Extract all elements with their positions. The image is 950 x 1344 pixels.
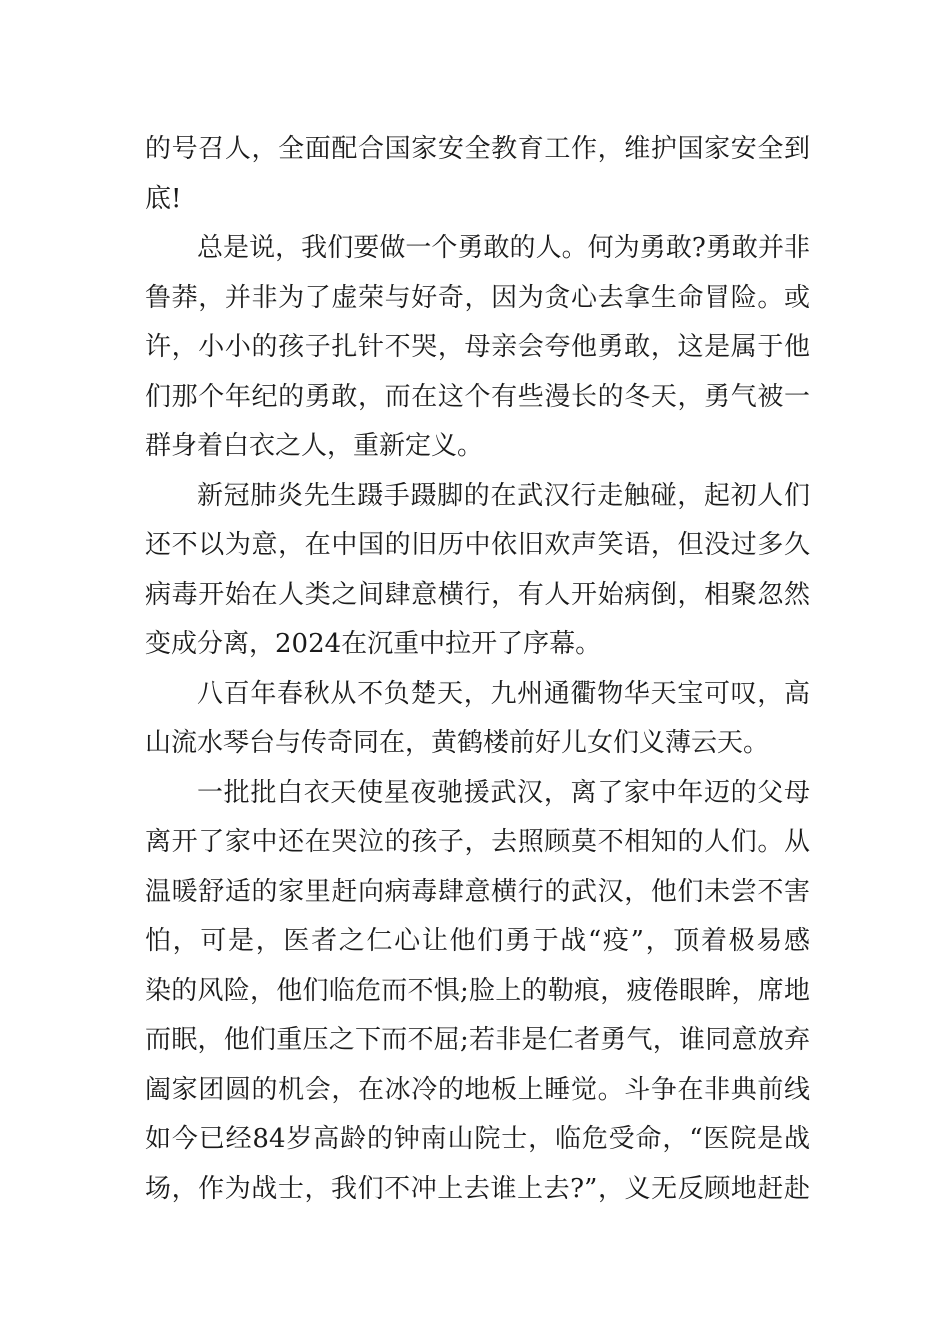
text-line: 染的风险，他们临危而不惧;脸上的勒痕，疲倦眼眸，席地 <box>145 975 810 1006</box>
text-line: 鲁莽，并非为了虚荣与好奇，因为贪心去拿生命冒险。或 <box>145 282 810 313</box>
text-line: 八百年春秋从不负楚天，九州通衢物华天宝可叹，高 <box>197 678 810 709</box>
text-line: 阖家团圆的机会，在冰冷的地板上睡觉。斗争在非典前线 <box>145 1074 810 1105</box>
text-line: 一批批白衣天使星夜驰援武汉，离了家中年迈的父母 <box>197 777 810 808</box>
text-line: 群身着白衣之人，重新定义。 <box>145 431 484 461</box>
text-line: 新冠肺炎先生蹑手蹑脚的在武汉行走触碰，起初人们 <box>197 480 810 511</box>
document-body <box>145 125 810 1214</box>
text-line: 们那个年纪的勇敢，而在这个有些漫长的冬天，勇气被一 <box>145 381 810 412</box>
text-line: 总是说，我们要做一个勇敢的人。何为勇敢?勇敢并非 <box>197 233 810 263</box>
text-line: 温暖舒适的家里赶向病毒肆意横行的武汉，他们未尝不害 <box>145 876 810 907</box>
text-line: 的号召人，全面配合国家安全教育工作，维护国家安全到 <box>145 134 810 164</box>
text-line: 变成分离，2024在沉重中拉开了序幕。 <box>145 629 602 659</box>
text-line: 许，小小的孩子扎针不哭，母亲会夸他勇敢，这是属于他 <box>145 332 810 362</box>
text-line: 如今已经84岁高龄的钟南山院士，临危受命，“医院是战 <box>145 1124 810 1154</box>
text-line: 还不以为意，在中国的旧历中依旧欢声笑语，但没过多久 <box>145 530 810 560</box>
text-line: 怕，可是，医者之仁心让他们勇于战“疫”，顶着极易感 <box>145 926 810 956</box>
text-line: 场，作为战士，我们不冲上去谁上去?”，义无反顾地赶赴 <box>145 1173 810 1204</box>
text-line: 而眠，他们重压之下而不屈;若非是仁者勇气，谁同意放弃 <box>145 1025 810 1055</box>
text-line: 离开了家中还在哭泣的孩子，去照顾莫不相知的人们。从 <box>145 827 810 857</box>
text-line: 病毒开始在人类之间肆意横行，有人开始病倒，相聚忽然 <box>145 579 810 610</box>
text-line: 底! <box>145 183 182 214</box>
text-line: 山流水琴台与传奇同在，黄鹤楼前好儿女们义薄云天。 <box>145 728 770 758</box>
